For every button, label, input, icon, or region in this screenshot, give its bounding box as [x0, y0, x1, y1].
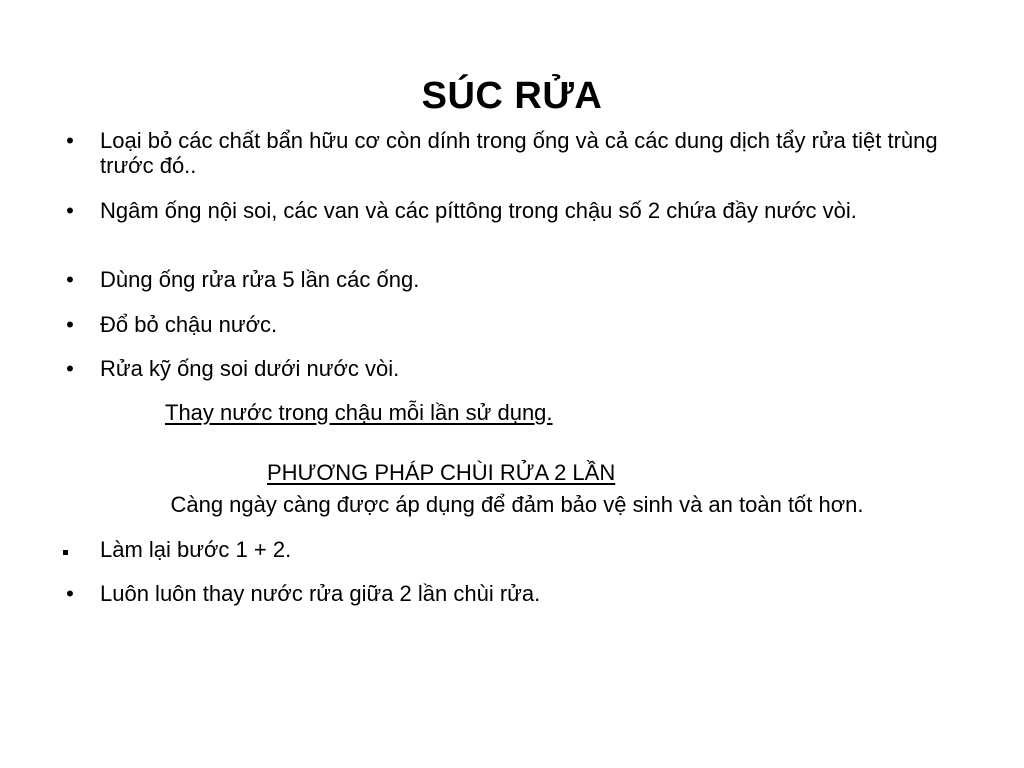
bullet-item-soak-scope: [66, 198, 940, 223]
subheading-two-step-method: PHƯƠNG PHÁP CHÙI RỬA 2 LẦN: [267, 460, 616, 485]
bullet-item-rinse-scope: [66, 356, 940, 381]
slide-title: SÚC RỬA: [421, 75, 603, 117]
subheading-caption: Càng ngày càng được áp dụng để đảm bảo vệ sinh và an toàn tốt hơn.: [170, 492, 864, 517]
square-bullet-icon: [63, 550, 68, 555]
bullet-item-change-rinse-water: [66, 581, 940, 606]
bullet-text: Làm lại bước 1 + 2.: [100, 537, 292, 562]
bullet-text: Dùng ống rửa rửa 5 lần các ống.: [100, 267, 420, 292]
bullet-item-flush-tubes: [66, 267, 940, 292]
bullet-item-empty-basin: [66, 312, 940, 337]
bullet-item-remove-dirt: [66, 128, 940, 178]
bullet-marker: •: [66, 267, 74, 292]
bullet-marker: •: [66, 198, 74, 223]
bullet-marker: •: [66, 581, 74, 606]
bullet-text: Ngâm ống nội soi, các van và các píttông trong chậu số 2 chứa đầy nước vòi.: [100, 198, 857, 223]
bullet-text: Rửa kỹ ống soi dưới nước vòi.: [100, 356, 400, 381]
bullet-text: Đổ bỏ chậu nước.: [100, 312, 278, 337]
bullet-marker: •: [66, 312, 74, 337]
bullet-marker: •: [66, 356, 74, 381]
bullet-text: Loại bỏ các chất bẩn hữu cơ còn dính trong ống và cả các dung dịch tẩy rửa tiệt trùng trước đó..: [100, 128, 938, 178]
note-change-water: Thay nước trong chậu mỗi lần sử dụng.: [165, 400, 553, 425]
bullet-marker: •: [66, 128, 74, 153]
bullet-item-repeat-steps: [100, 537, 940, 562]
bullet-text: Luôn luôn thay nước rửa giữa 2 lần chùi rửa.: [100, 581, 541, 606]
